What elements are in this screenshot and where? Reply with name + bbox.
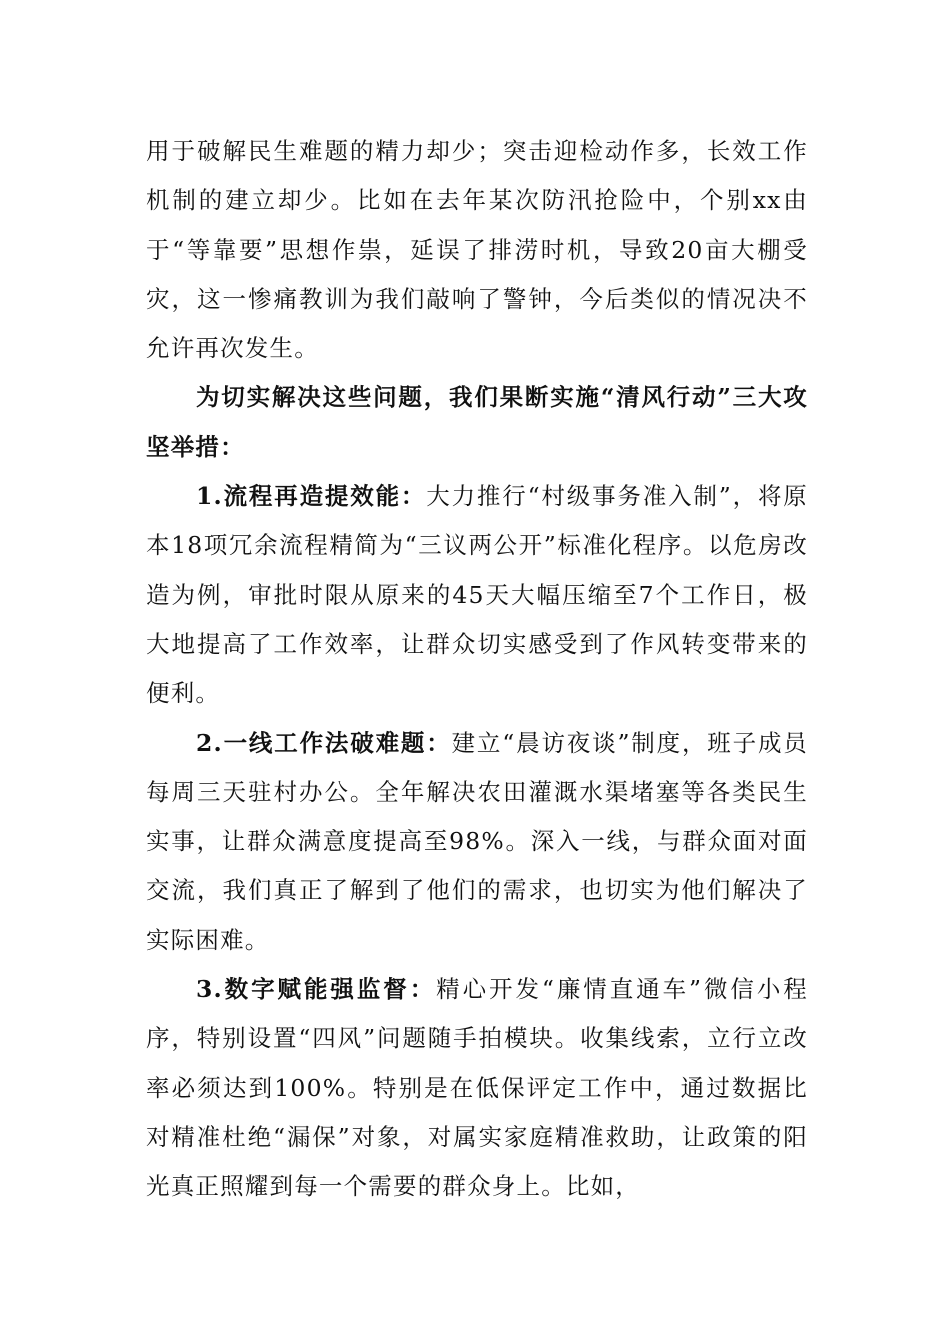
section-heading: 为切实解决这些问题，我们果断实施“清风行动”三大攻坚举措： (146, 383, 808, 461)
measure-item-3-title: 3.数字赋能强监督： (196, 975, 437, 1004)
measure-item-2 (146, 719, 808, 965)
measure-item-3 (146, 965, 808, 1211)
measure-item-3-body: 精心开发“廉情直通车”微信小程序，特别设置“四风”问题随手拍模块。收集线索，立行立改率必须达到100%。特别是在低保评定工作中，通过数据比对精准杜绝“漏保”对象，对属实家庭精准救助，让政策的阳光真正照耀到每一个需要的群众身上。比如， (146, 975, 808, 1201)
document-body (146, 127, 808, 1212)
measure-item-2-title: 2.一线工作法破难题： (196, 728, 452, 757)
measure-item-1-body: 大力推行“村级事务准入制”，将原本18项冗余流程精简为“三议两公开”标准化程序。以危房改造为例，审批时限从原来的45天大幅压缩至7个工作日，极大地提高了工作效率，让群众切实感受到了作风转变带来的便利。 (146, 482, 808, 708)
paragraph-intro: 用于破解民生难题的精力却少；突击迎检动作多，长效工作机制的建立却少。比如在去年某次防汛抢险中，个别xx由于“等靠要”思想作祟，延误了排涝时机，导致20亩大棚受灾，这一惨痛教训为我们敲响了警钟，今后类似的情况决不允许再次发生。 (146, 137, 808, 363)
measure-item-1-title: 1.流程再造提效能： (196, 482, 427, 511)
measure-item-2-body: 建立“晨访夜谈”制度，班子成员每周三天驻村办公。全年解决农田灌溉水渠堵塞等各类民生实事，让群众满意度提高至98%。深入一线，与群众面对面交流，我们真正了解到了他们的需求，也切实为他们解决了实际困难。 (146, 728, 809, 954)
measure-item-1 (146, 472, 808, 718)
